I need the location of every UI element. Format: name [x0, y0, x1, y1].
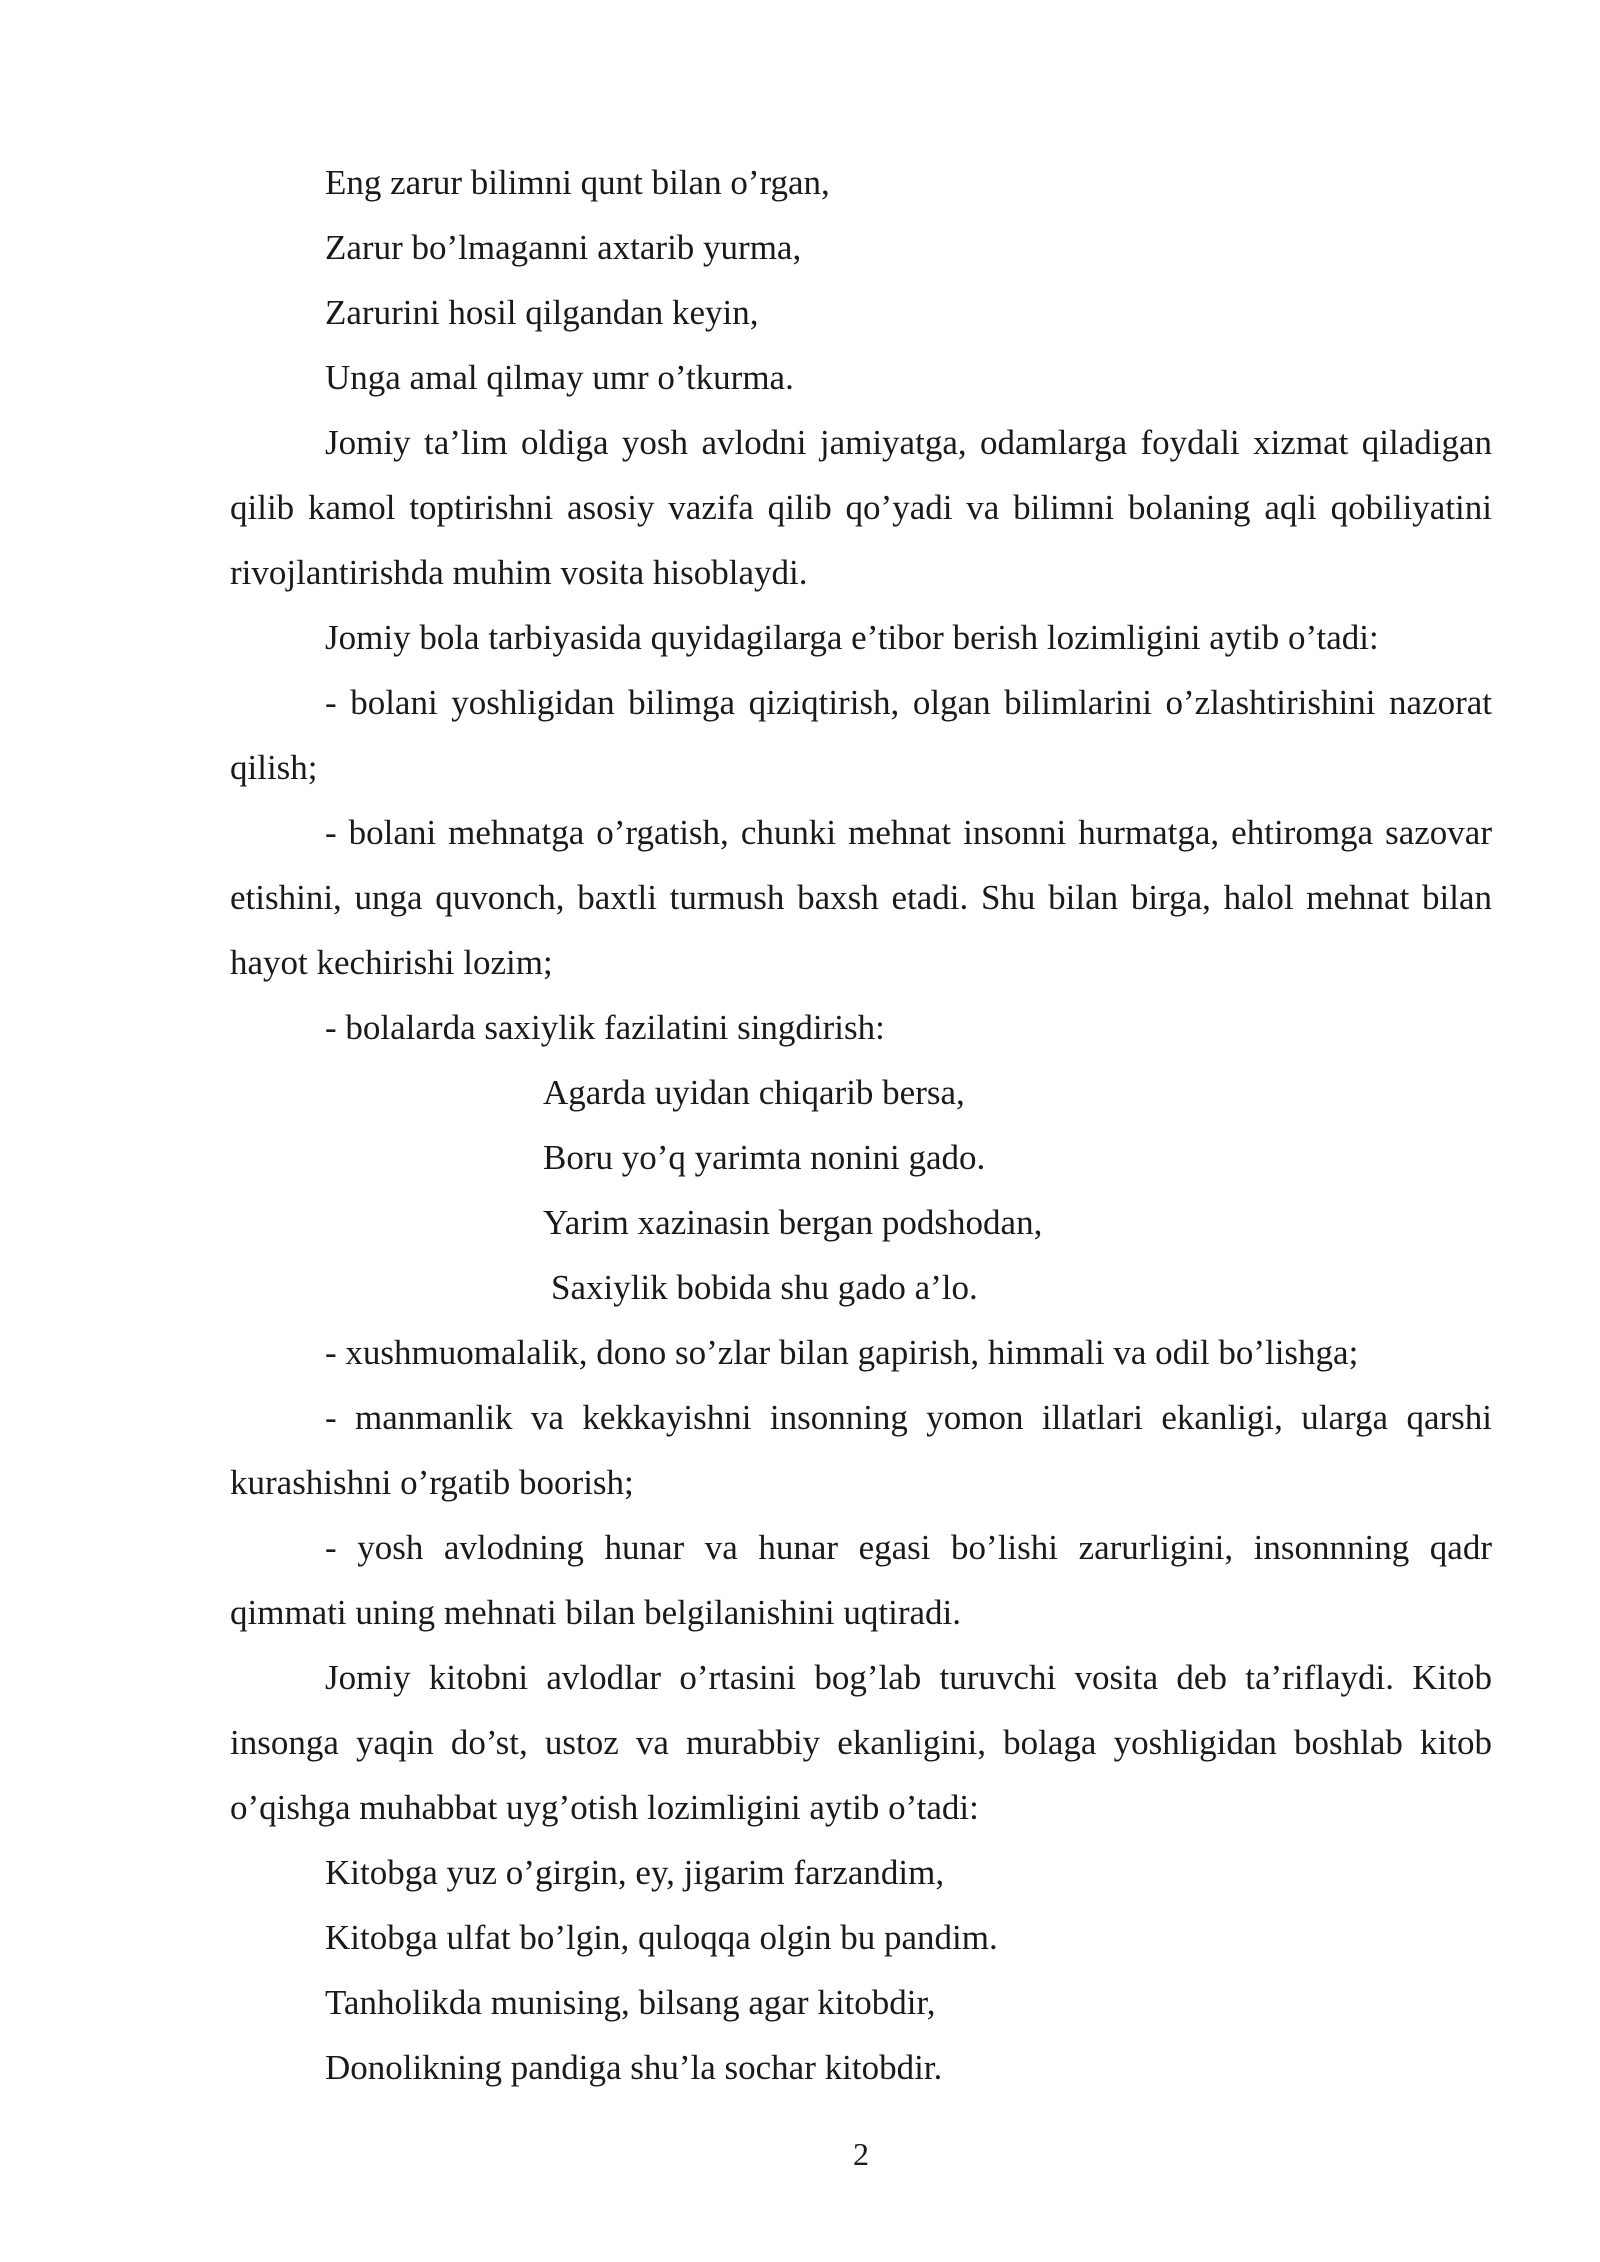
- list-item: - yosh avlodning hunar va hunar egasi bo’lishi zarurligini, insonnning qadr qimmati uning mehnati bilan belgilanishini uqtiradi.: [230, 1528, 1492, 1632]
- verse-line: Saxiylik bobida shu gado a’lo.: [551, 1268, 978, 1307]
- list-item: - xushmuomalalik, dono so’zlar bilan gapirish, himmali va odil bo’lishga;: [325, 1333, 1359, 1372]
- verse-line: Kitobga yuz o’girgin, ey, jigarim farzandim,: [325, 1853, 945, 1892]
- verse-line: Zarur bo’lmaganni axtarib yurma,: [325, 228, 802, 267]
- verse-line: Unga amal qilmay umr o’tkurma.: [325, 358, 794, 397]
- verse-line: Zarurini hosil qilgandan keyin,: [325, 293, 759, 332]
- verse-block-1: [230, 150, 1492, 410]
- verse-line: Yarim xazinasin bergan podshodan,: [543, 1203, 1043, 1242]
- list-item: - manmanlik va kekkayishni insonning yomon illatlari ekanligi, ularga qarshi kurashishni o’rgatib boorish;: [230, 1398, 1492, 1502]
- list-item: - bolalarda saxiylik fazilatini singdirish:: [325, 1008, 885, 1047]
- page-body: [230, 150, 1492, 2100]
- paragraph: Jomiy kitobni avlodlar o’rtasini bog’lab turuvchi vosita deb ta’riflaydi. Kitob insonga yaqin do’st, ustoz va murabbiy ekanligini, bolaga yoshligidan boshlab kitob o’qishga muhabbat uyg’otish lozimligini aytib o’tadi:: [230, 1658, 1492, 1827]
- paragraph: Jomiy ta’lim oldiga yosh avlodni jamiyatga, odamlarga foydali xizmat qiladigan qilib kamol toptirishni asosiy vazifa qilib qo’yadi va bilimni bolaning aqli qobiliyatini rivojlantirishda muhim vosita hisoblaydi.: [230, 423, 1492, 592]
- page-number: 2: [853, 2136, 869, 2172]
- verse-line: Kitobga ulfat bo’lgin, quloqqa olgin bu pandim.: [325, 1918, 998, 1957]
- verse-line: Tanholikda munising, bilsang agar kitobdir,: [325, 1983, 936, 2022]
- paragraph: Jomiy bola tarbiyasida quyidagilarga e’tibor berish lozimligini aytib o’tadi:: [325, 618, 1379, 657]
- verse-line: Donolikning pandiga shu’la sochar kitobdir.: [325, 2048, 943, 2087]
- verse-block-3: [230, 1840, 1492, 2100]
- verse-line: Boru yo’q yarimta nonini gado.: [543, 1138, 986, 1177]
- verse-line: Eng zarur bilimni qunt bilan o’rgan,: [325, 163, 830, 202]
- list-item: - bolani yoshligidan bilimga qiziqtirish, olgan bilimlarini o’zlashtirishini nazorat qilish;: [230, 683, 1492, 787]
- verse-line: Agarda uyidan chiqarib bersa,: [543, 1073, 965, 1112]
- verse-block-2: [230, 1060, 1492, 1320]
- list-item: - bolani mehnatga o’rgatish, chunki mehnat insonni hurmatga, ehtiromga sazovar etishini, unga quvonch, baxtli turmush baxsh etadi. Shu bilan birga, halol mehnat bilan hayot kechirishi lozim;: [230, 813, 1492, 982]
